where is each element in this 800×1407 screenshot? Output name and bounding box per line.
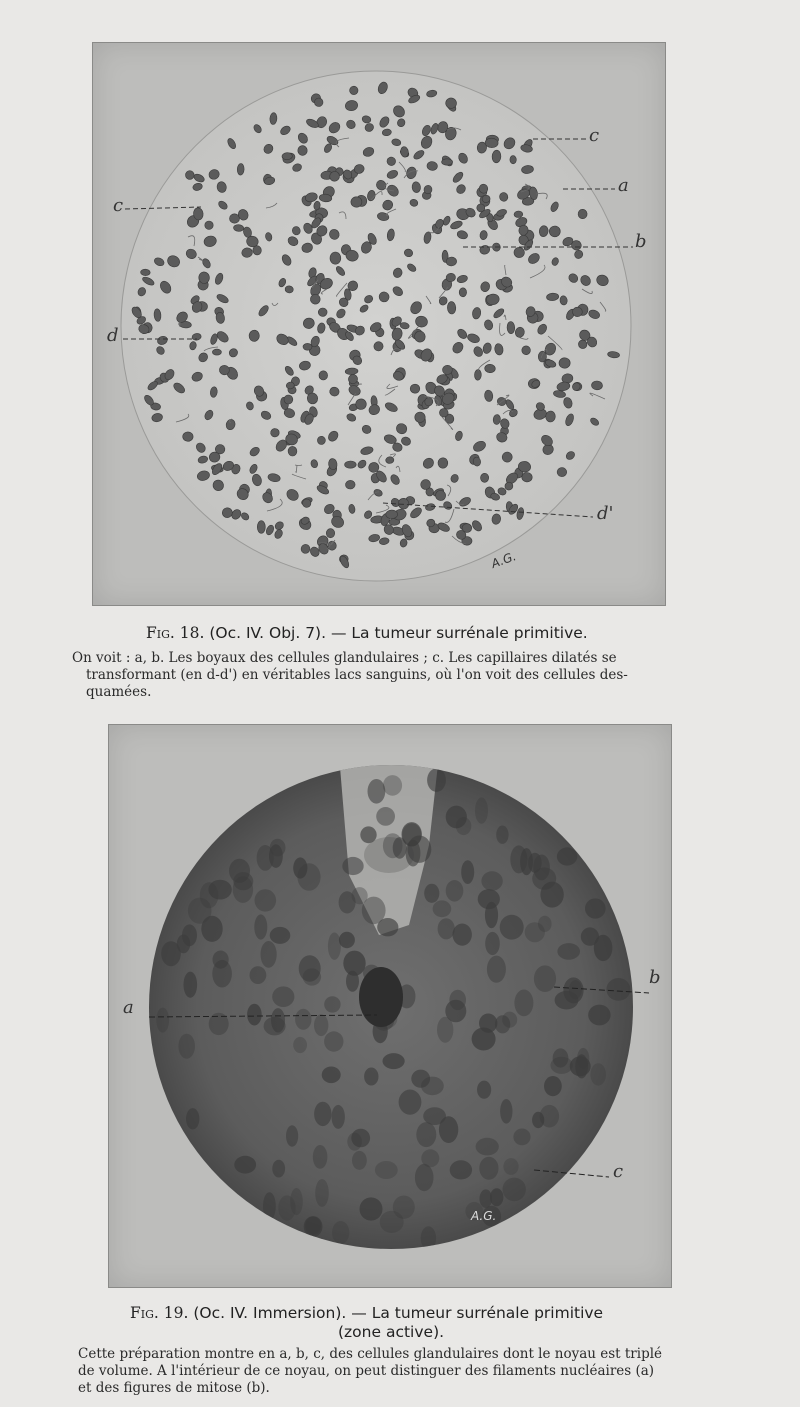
cell-nucleus bbox=[339, 932, 355, 948]
figure-19-plate bbox=[108, 724, 672, 1288]
cell-nucleus bbox=[263, 1192, 276, 1220]
cell-nucleus bbox=[213, 951, 229, 969]
cell-nucleus bbox=[326, 529, 334, 538]
cell-nucleus bbox=[368, 779, 386, 804]
cell-nucleus bbox=[442, 365, 452, 374]
caption-line: quamées. bbox=[86, 684, 152, 700]
cell-nucleus bbox=[557, 847, 577, 865]
cell-nucleus bbox=[538, 916, 552, 932]
artist-signature: A.G. bbox=[471, 1209, 497, 1223]
cell-nucleus bbox=[424, 884, 439, 903]
cell-nucleus bbox=[315, 1179, 329, 1207]
cell-nucleus bbox=[278, 1195, 295, 1220]
cell-nucleus bbox=[487, 956, 506, 983]
label-c-top: c bbox=[589, 125, 600, 146]
cell-nucleus bbox=[437, 1017, 453, 1043]
cell-nucleus bbox=[503, 1178, 526, 1202]
label-b: b bbox=[635, 231, 647, 252]
cell-nucleus bbox=[514, 990, 533, 1017]
cell-nucleus bbox=[577, 1048, 589, 1069]
caption-line: de volume. A l'intérieur de ce noyau, on peut distinguer des filaments nucléaires (a) bbox=[78, 1363, 655, 1379]
caption-line: On voit : a, b. Les boyaux des cellules glandulaires ; c. Les capillaires dilatés se bbox=[72, 650, 617, 666]
label-a: a bbox=[618, 175, 629, 196]
cell-nucleus bbox=[557, 943, 580, 960]
cell-nucleus bbox=[459, 288, 467, 297]
figure-19-number: Fig. 19. bbox=[130, 1304, 189, 1322]
cell-nucleus bbox=[319, 371, 328, 380]
cell-nucleus bbox=[247, 1004, 262, 1026]
artist-signature: A.G. bbox=[489, 549, 518, 571]
cell-nucleus bbox=[490, 1188, 503, 1206]
cell-nucleus bbox=[510, 845, 527, 873]
cell-nucleus bbox=[415, 1164, 434, 1191]
cell-nucleus bbox=[588, 1005, 610, 1026]
cell-nucleus bbox=[324, 1031, 343, 1051]
figure-18-number: Fig. 18. bbox=[146, 624, 205, 642]
cell-nucleus bbox=[383, 1053, 405, 1069]
label-b: b bbox=[649, 967, 661, 988]
cell-nucleus bbox=[184, 972, 198, 998]
cell-nucleus bbox=[270, 927, 291, 944]
cell-nucleus bbox=[557, 467, 567, 476]
cell-nucleus bbox=[286, 1125, 298, 1146]
cell-nucleus bbox=[201, 916, 222, 942]
cell-nucleus bbox=[314, 1014, 328, 1036]
cell-nucleus bbox=[503, 1158, 518, 1175]
figure-18-micrograph bbox=[93, 43, 665, 605]
cell-nucleus bbox=[233, 872, 253, 890]
cell-nucleus bbox=[272, 1160, 285, 1178]
cell-nucleus bbox=[591, 381, 602, 390]
cell-nucleus bbox=[345, 461, 357, 468]
cell-nucleus bbox=[352, 1151, 367, 1170]
cell-nucleus bbox=[606, 978, 630, 1001]
caption-line: transformant (en d-d') en véritables lacs sanguins, où l'on voit des cellules des- bbox=[86, 667, 628, 683]
cell-nucleus bbox=[545, 411, 555, 422]
cell-nucleus bbox=[399, 1090, 422, 1115]
cell-nucleus bbox=[477, 1081, 491, 1099]
cell-nucleus bbox=[383, 775, 402, 796]
cell-nucleus bbox=[328, 933, 341, 960]
label-a: a bbox=[123, 997, 134, 1018]
cell-nucleus bbox=[513, 1129, 530, 1146]
cell-nucleus bbox=[534, 965, 556, 992]
cell-nucleus bbox=[177, 935, 190, 954]
cell-nucleus bbox=[304, 1216, 323, 1237]
cell-nucleus bbox=[186, 171, 195, 180]
cell-nucleus bbox=[313, 1145, 328, 1169]
label-c: c bbox=[613, 1161, 624, 1182]
cell-nucleus bbox=[446, 880, 464, 902]
cell-nucleus bbox=[303, 968, 321, 985]
cell-nucleus bbox=[234, 1156, 256, 1174]
cell-nucleus bbox=[293, 1037, 307, 1053]
cell-nucleus bbox=[230, 214, 240, 223]
cell-nucleus bbox=[352, 887, 368, 904]
cell-nucleus bbox=[257, 521, 265, 534]
cell-nucleus bbox=[475, 798, 488, 824]
cell-nucleus bbox=[295, 1009, 311, 1030]
cell-nucleus bbox=[485, 932, 500, 955]
label-d-prime: d' bbox=[597, 503, 614, 524]
cell-nucleus bbox=[510, 155, 517, 164]
cell-nucleus bbox=[540, 882, 563, 908]
figure-19-caption-subtitle: (zone active). bbox=[338, 1323, 445, 1341]
caption-line: Cette préparation montre en a, b, c, des cellules glandulaires dont le noyau est triplé bbox=[78, 1346, 663, 1362]
cell-nucleus bbox=[343, 951, 365, 976]
figure-19-caption-title bbox=[130, 1304, 603, 1322]
cell-nucleus bbox=[360, 1197, 383, 1220]
cell-nucleus bbox=[438, 918, 455, 939]
cell-nucleus bbox=[250, 966, 267, 984]
figure-18-caption-body bbox=[72, 650, 698, 701]
cell-nucleus bbox=[288, 446, 297, 456]
cell-nucleus bbox=[553, 1048, 569, 1067]
cell-nucleus bbox=[500, 915, 524, 940]
cell-nucleus bbox=[594, 935, 613, 961]
cell-nucleus bbox=[427, 768, 446, 792]
cell-nucleus bbox=[540, 1105, 559, 1128]
cell-nucleus bbox=[375, 1161, 398, 1179]
cell-nucleus bbox=[212, 349, 221, 355]
cell-nucleus bbox=[450, 1160, 472, 1179]
cell-nucleus bbox=[481, 871, 502, 891]
cell-nucleus bbox=[271, 1008, 285, 1032]
cell-nucleus bbox=[495, 1015, 510, 1033]
cell-nucleus bbox=[272, 986, 294, 1007]
cell-nucleus bbox=[442, 159, 453, 165]
cell-nucleus bbox=[342, 857, 363, 875]
caption-line: et des figures de mitose (b). bbox=[78, 1380, 270, 1396]
cell-nucleus bbox=[332, 1221, 349, 1244]
cell-nucleus bbox=[393, 837, 407, 859]
cell-nucleus bbox=[514, 211, 523, 218]
cell-nucleus bbox=[421, 1226, 436, 1250]
cell-nucleus bbox=[254, 914, 267, 939]
cell-nucleus bbox=[410, 384, 420, 393]
label-d: d bbox=[107, 325, 119, 346]
cell-nucleus bbox=[261, 941, 277, 968]
cell-nucleus bbox=[303, 343, 312, 350]
cell-nucleus bbox=[347, 1133, 362, 1151]
cell-nucleus bbox=[183, 432, 194, 442]
cell-nucleus bbox=[376, 807, 395, 826]
figure-19-title: (Oc. IV. Immersion). — La tumeur surrénale primitive bbox=[193, 1304, 604, 1322]
cell-nucleus bbox=[386, 510, 398, 519]
cell-nucleus bbox=[208, 880, 231, 900]
cell-nucleus bbox=[585, 898, 606, 918]
cell-nucleus bbox=[456, 817, 471, 835]
cell-nucleus bbox=[255, 889, 277, 911]
figure-18-plate bbox=[92, 42, 666, 606]
figure-18-title: (Oc. IV. Obj. 7). — La tumeur surrénale primitive. bbox=[209, 624, 588, 642]
cell-nucleus bbox=[332, 1105, 345, 1129]
figure-19-caption-body bbox=[78, 1346, 704, 1397]
cell-nucleus bbox=[322, 1067, 341, 1084]
cell-nucleus bbox=[178, 1034, 195, 1059]
cell-nucleus bbox=[476, 1138, 499, 1156]
cell-nucleus bbox=[544, 1076, 562, 1096]
cell-nucleus bbox=[472, 1028, 496, 1051]
cell-nucleus bbox=[433, 900, 452, 917]
cell-nucleus bbox=[360, 826, 376, 843]
cell-nucleus bbox=[496, 826, 508, 844]
cell-nucleus bbox=[293, 857, 307, 878]
figure-19-micrograph bbox=[109, 725, 671, 1287]
cell-nucleus bbox=[590, 1063, 606, 1085]
cell-nucleus bbox=[318, 308, 327, 317]
cell-nucleus bbox=[453, 924, 472, 946]
cell-nucleus bbox=[439, 1116, 458, 1143]
cell-nucleus bbox=[416, 1122, 436, 1147]
cell-nucleus bbox=[478, 889, 500, 909]
cell-nucleus bbox=[500, 1099, 512, 1124]
cell-nucleus bbox=[461, 860, 474, 884]
cell-nucleus bbox=[330, 252, 341, 264]
label-c-left: c bbox=[113, 195, 124, 216]
cell-nucleus bbox=[140, 269, 150, 276]
cell-nucleus bbox=[563, 977, 583, 1003]
cell-nucleus bbox=[269, 844, 283, 868]
cell-nucleus bbox=[393, 1196, 415, 1219]
cell-nucleus bbox=[479, 1157, 498, 1180]
fiber-strand bbox=[357, 384, 362, 385]
cell-nucleus bbox=[474, 369, 481, 380]
cell-nucleus bbox=[364, 1068, 378, 1086]
cell-nucleus bbox=[186, 1108, 199, 1129]
figure-18-caption-title bbox=[146, 624, 588, 642]
cell-nucleus bbox=[421, 1149, 439, 1167]
cell-nucleus bbox=[205, 221, 213, 229]
cell-nucleus bbox=[411, 1070, 430, 1088]
cell-nucleus bbox=[324, 996, 340, 1012]
cell-nucleus bbox=[314, 1102, 331, 1126]
cell-nucleus bbox=[406, 840, 421, 867]
cell-nucleus bbox=[156, 1008, 169, 1033]
cell-nucleus bbox=[533, 855, 550, 881]
